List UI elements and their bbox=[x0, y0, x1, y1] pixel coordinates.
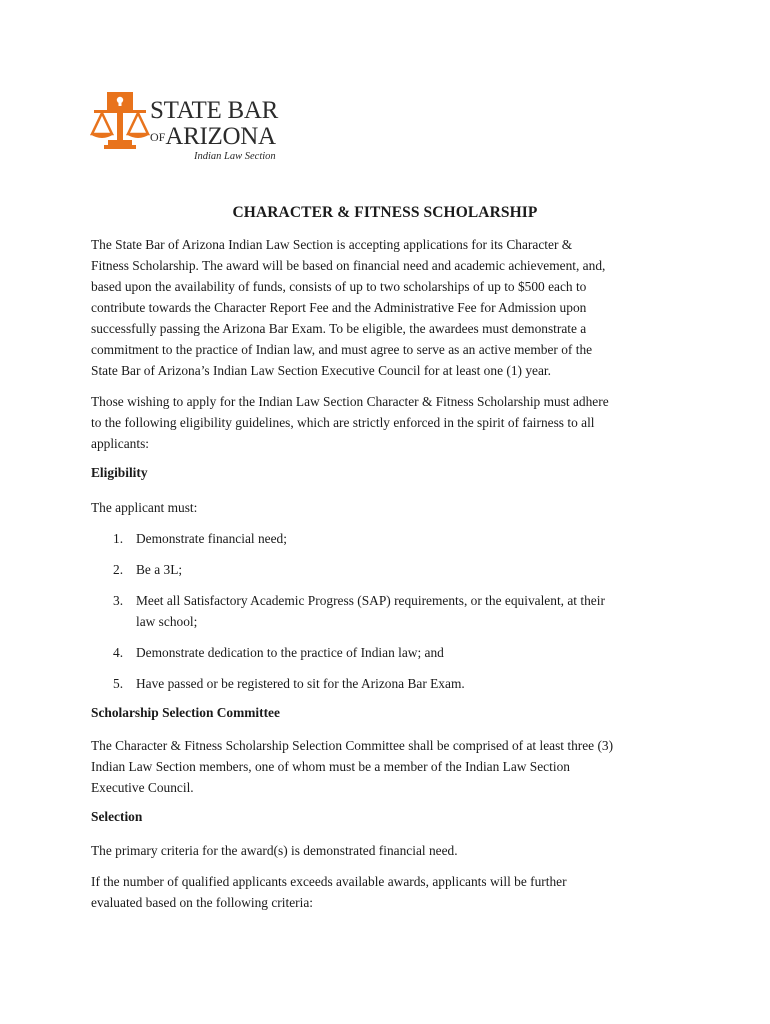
page-title: CHARACTER & FITNESS SCHOLARSHIP bbox=[232, 204, 538, 221]
logo-text-arizona bbox=[150, 124, 276, 149]
list-item bbox=[113, 590, 683, 632]
intro-paragraph bbox=[91, 234, 691, 381]
list-text: Demonstrate dedication to the practice of Indian law; and bbox=[136, 645, 444, 660]
intro-line: successfully passing the Arizona Bar Exam. To be eligible, the awardees must demonstrate a bbox=[91, 321, 587, 336]
list-text: Be a 3L; bbox=[136, 562, 183, 577]
eligibility-lead: The applicant must: bbox=[91, 500, 198, 515]
list-text: Demonstrate financial need; bbox=[136, 531, 287, 546]
state-bar-logo bbox=[90, 92, 310, 164]
intro-line: The State Bar of Arizona Indian Law Section is accepting applications for its Character & bbox=[91, 237, 573, 252]
logo-text-state-bar: STATE BAR bbox=[150, 97, 278, 124]
selection-further-line: evaluated based on the following criteria: bbox=[91, 895, 313, 910]
logo-text-of: OF bbox=[150, 130, 166, 144]
list-number: 1. bbox=[113, 531, 124, 546]
list-number: 4. bbox=[113, 645, 124, 660]
selection-heading: Selection bbox=[91, 809, 143, 824]
list-item bbox=[113, 673, 683, 694]
intro-line: based upon the availability of funds, consists of up to two scholarships of up to $500 each to bbox=[91, 279, 587, 294]
committee-heading: Scholarship Selection Committee bbox=[91, 705, 280, 720]
logo-text-arizona-main: ARIZONA bbox=[165, 123, 276, 150]
list-number: 2. bbox=[113, 562, 124, 577]
list-number: 3. bbox=[113, 593, 124, 608]
selection-primary: The primary criteria for the award(s) is demonstrated financial need. bbox=[91, 843, 458, 858]
list-item bbox=[113, 528, 683, 549]
list-item bbox=[113, 559, 683, 580]
list-text: law school; bbox=[136, 614, 198, 629]
list-text: Meet all Satisfactory Academic Progress (SAP) requirements, or the equivalent, at their bbox=[136, 593, 605, 608]
committee-line: Indian Law Section members, one of whom must be a member of the Indian Law Section bbox=[91, 759, 570, 774]
intro-line: commitment to the practice of Indian law, and must agree to serve as an active member of the bbox=[91, 342, 593, 357]
eligibility-heading: Eligibility bbox=[91, 465, 148, 480]
guidelines-paragraph bbox=[91, 391, 691, 454]
selection-further-line: If the number of qualified applicants exceeds available awards, applicants will be further bbox=[91, 874, 567, 889]
list-text: Have passed or be registered to sit for the Arizona Bar Exam. bbox=[136, 676, 465, 691]
guidelines-line: Those wishing to apply for the Indian Law Section Character & Fitness Scholarship must adhere bbox=[91, 394, 609, 409]
intro-line: State Bar of Arizona’s Indian Law Section Executive Council for at least one (1) year. bbox=[91, 363, 551, 378]
committee-line: Executive Council. bbox=[91, 780, 194, 795]
list-number: 5. bbox=[113, 676, 124, 691]
list-item bbox=[113, 642, 683, 663]
selection-further-paragraph bbox=[91, 871, 691, 913]
committee-paragraph bbox=[91, 735, 691, 798]
logo-subtitle: Indian Law Section bbox=[194, 151, 276, 162]
guidelines-line: applicants: bbox=[91, 436, 150, 451]
committee-line: The Character & Fitness Scholarship Selection Committee shall be comprised of at least three (3) bbox=[91, 738, 614, 753]
guidelines-line: to the following eligibility guidelines, which are strictly enforced in the spirit of fairness to all bbox=[91, 415, 595, 430]
intro-line: Fitness Scholarship. The award will be based on financial need and academic achievement, and, bbox=[91, 258, 606, 273]
intro-line: contribute towards the Character Report Fee and the Administrative Fee for Admission upon bbox=[91, 300, 587, 315]
scales-of-justice-icon bbox=[90, 92, 150, 150]
